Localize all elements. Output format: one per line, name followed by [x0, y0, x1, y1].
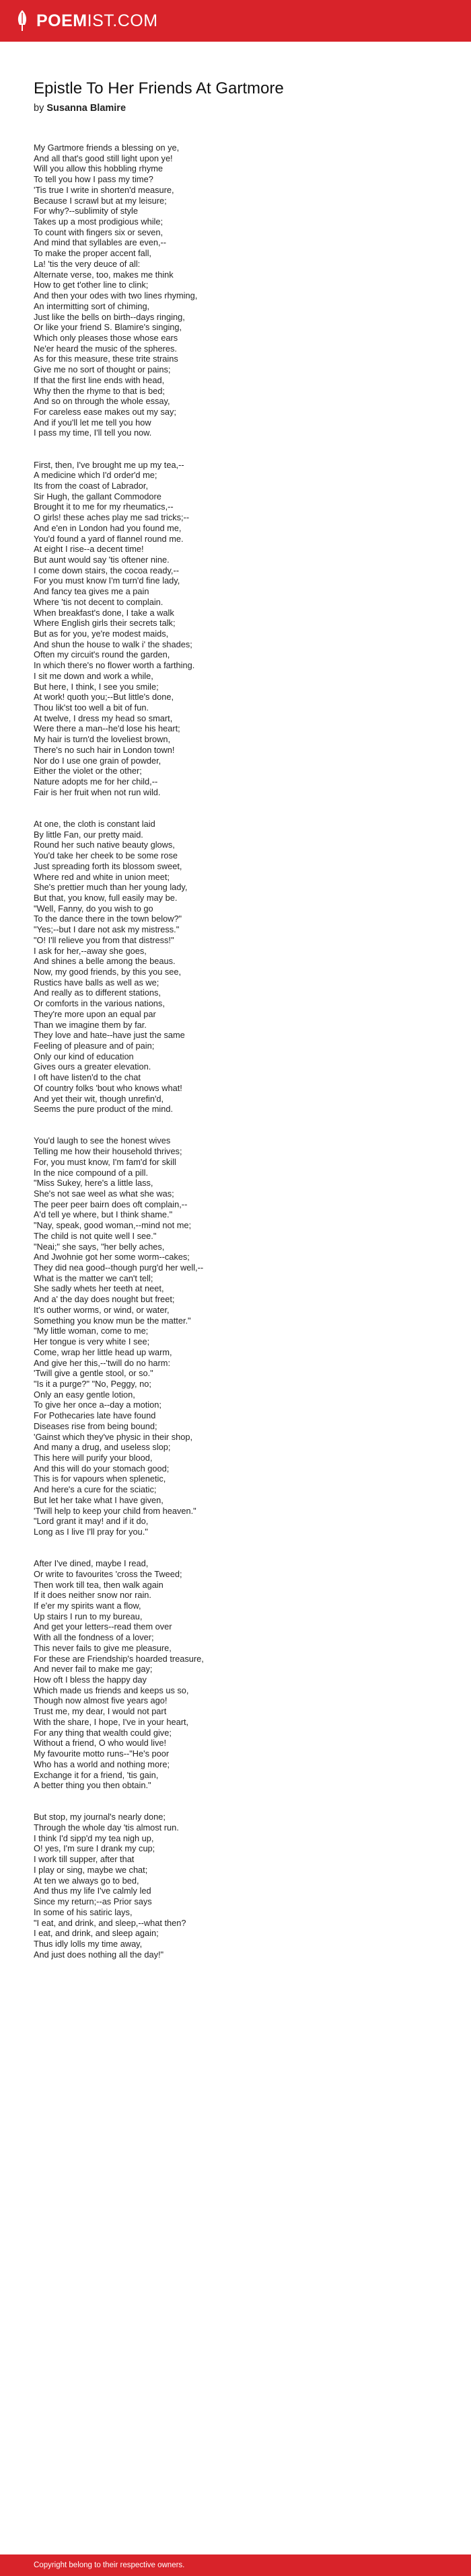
- poem-line: And thus my life I've calmly led: [34, 1886, 151, 1896]
- poem-line: And give her this,--'twill do no harm:: [34, 1357, 171, 1368]
- poem-stanza: [34, 819, 437, 1115]
- poem-line: To count with fingers six or seven,: [34, 227, 164, 237]
- poem-line: And shines a belle among the beaus.: [34, 956, 176, 967]
- poem-body: [34, 143, 437, 1960]
- poem-line: O! yes, I'm sure I drank my cup;: [34, 1843, 155, 1854]
- poem-line: A medicine which I'd order'd me;: [34, 470, 157, 481]
- poem-line: By little Fan, our pretty maid.: [34, 829, 143, 840]
- poem-line: Who has a world and nothing more;: [34, 1759, 170, 1769]
- poem-line: To give her once a--day a motion;: [34, 1400, 161, 1410]
- poem-line: Sir Hugh, the gallant Commodore: [34, 491, 161, 501]
- poem-line: Its from the coast of Labrador,: [34, 480, 149, 491]
- poem-line: My Gartmore friends a blessing on ye,: [34, 143, 180, 153]
- poem-line: Thou lik'st too well a bit of fun.: [34, 702, 149, 713]
- poem-line: At work! quoth you;--But little's done,: [34, 692, 174, 702]
- poem-line: Seems the pure product of the mind.: [34, 1104, 173, 1115]
- poem-line: She's not sae weel as what she was;: [34, 1189, 174, 1199]
- poem-line: A'd tell ye where, but I think shame.": [34, 1209, 173, 1220]
- poem-line: "Is it a purge?" "No, Peggy, no;: [34, 1378, 151, 1389]
- poem-line: Round her such native beauty glows,: [34, 840, 175, 850]
- poem-line: Rustics have balls as well as we;: [34, 977, 159, 988]
- poem-line: Nor do I use one grain of powder,: [34, 755, 161, 766]
- poem-stanza: [34, 143, 437, 438]
- poem-line: Will you allow this hobbling rhyme: [34, 163, 164, 174]
- poem-line: And mind that syllables are even,--: [34, 237, 167, 248]
- poem-line: "Nay, speak, good woman,--mind not me;: [34, 1220, 192, 1231]
- poem-stanza: [34, 1812, 437, 1960]
- poem-line: In the nice compound of a pill.: [34, 1167, 149, 1178]
- poem-line: Feeling of pleasure and of pain;: [34, 1041, 155, 1051]
- poem-line: Through the whole day 'tis almost run.: [34, 1822, 179, 1833]
- poem-line: How to get t'other line to clink;: [34, 280, 149, 290]
- poem-line: And yet their wit, though unrefin'd,: [34, 1093, 164, 1104]
- poem-line: You'd laugh to see the honest wives: [34, 1135, 171, 1146]
- poem-line: After I've dined, maybe I read,: [34, 1558, 149, 1569]
- poem-line: Which only pleases those whose ears: [34, 332, 178, 343]
- poem-line: And a' the day does nought but freet;: [34, 1294, 175, 1305]
- poem-line: "Yes;--but I dare not ask my mistress.": [34, 924, 180, 935]
- poem-line: It's outher worms, or wind, or water,: [34, 1304, 170, 1315]
- poem-line: Thus idly lolls my time away,: [34, 1938, 143, 1949]
- poem-line: I sit me down and work a while,: [34, 670, 153, 681]
- poem-line: Or comforts in the various nations,: [34, 998, 165, 1009]
- poem-line: A better thing you then obtain.": [34, 1780, 151, 1791]
- poem-stanza: [34, 1558, 437, 1791]
- top-bar: [0, 0, 471, 42]
- poem-line: Than we imagine them by far.: [34, 1019, 147, 1030]
- poem-line: For these are Friendship's hoarded treasure,: [34, 1653, 204, 1664]
- poem-line: At ten we always go to bed,: [34, 1875, 139, 1886]
- poem-line: Or like your friend S. Blamire's singing,: [34, 322, 182, 333]
- poem-line: "I eat, and drink, and sleep,--what then?: [34, 1917, 186, 1928]
- poem-line: And get your letters--read them over: [34, 1621, 172, 1632]
- poem-line: "Well, Fanny, do you wish to go: [34, 903, 153, 914]
- poem-line: And really as to different stations,: [34, 988, 161, 998]
- poem-line: I think I'd sipp'd my tea nigh up,: [34, 1833, 154, 1843]
- poem-line: And then your odes with two lines rhyming,: [34, 290, 198, 301]
- footer: [0, 2554, 471, 2576]
- poem-line: And so on through the whole essay,: [34, 396, 170, 407]
- poem-line: And fancy tea gives me a pain: [34, 586, 149, 597]
- poem-line: They're more upon an equal par: [34, 1008, 156, 1019]
- poem-line: Without a friend, O who would live!: [34, 1738, 167, 1748]
- poem-line: Were there a man--he'd lose his heart;: [34, 723, 180, 734]
- poem-line: Telling me how their household thrives;: [34, 1146, 182, 1157]
- poem-line: There's no such hair in London town!: [34, 744, 175, 755]
- poem-line: The peer peer bairn does oft complain,--: [34, 1199, 188, 1209]
- poem-line: You'd take her cheek to be some rose: [34, 850, 178, 861]
- poem-line: And e'en in London had you found me,: [34, 522, 182, 533]
- poem-line: 'Tis true I write in shorten'd measure,: [34, 184, 174, 195]
- poem-line: I oft have listen'd to the chat: [34, 1072, 141, 1083]
- poem-stanza: [34, 460, 437, 798]
- poem-line: This is for vapours when splenetic,: [34, 1474, 166, 1484]
- poem-line: My hair is turn'd the loveliest brown,: [34, 734, 171, 745]
- poem-line: They love and hate--have just the same: [34, 1030, 185, 1041]
- poem-line: I pass my time, I'll tell you now.: [34, 428, 152, 438]
- poem-line: She sadly whets her teeth at neet,: [34, 1283, 164, 1294]
- author-name[interactable]: Susanna Blamire: [46, 103, 126, 114]
- poem-line: Only an easy gentle lotion,: [34, 1389, 135, 1400]
- poem-line: Takes up a most prodigious while;: [34, 216, 164, 227]
- poem-line: Though now almost five years ago!: [34, 1695, 168, 1706]
- poem-line: If that the first line ends with head,: [34, 374, 165, 385]
- poem-line: And many a drug, and useless slop;: [34, 1442, 171, 1453]
- poem-line: This here will purify your blood,: [34, 1452, 153, 1463]
- poem-line: "Miss Sukey, here's a little lass,: [34, 1178, 153, 1189]
- poem-line: 'Gainst which they've physic in their shop,: [34, 1431, 193, 1442]
- poem-line: "Neai;" she says, "her belly aches,: [34, 1241, 165, 1252]
- poem-line: Fair is her fruit when not run wild.: [34, 787, 161, 797]
- poem-line: Now, my good friends, by this you see,: [34, 966, 182, 977]
- poem-content: [34, 79, 437, 1981]
- poem-line: For any thing that wealth could give;: [34, 1727, 172, 1738]
- poem-title: Epistle To Her Friends At Gartmore: [34, 79, 284, 97]
- poem-line: And if you'll let me tell you how: [34, 417, 151, 428]
- poem-line: To the dance there in the town below?": [34, 914, 182, 924]
- poem-line: For Pothecaries late have found: [34, 1410, 156, 1421]
- poem-line: Where 'tis not decent to complain.: [34, 596, 164, 607]
- poem-line: Come, wrap her little head up warm,: [34, 1346, 172, 1357]
- poem-line: For careless ease makes out my say;: [34, 406, 176, 417]
- poem-line: At one, the cloth is constant laid: [34, 818, 155, 829]
- poem-line: Ne'er heard the music of the spheres.: [34, 343, 177, 354]
- poem-line: And shun the house to walk i' the shades;: [34, 639, 192, 649]
- poem-line: To tell you how I pass my time?: [34, 174, 153, 185]
- poem-line: Brought it to me for my rheumatics,--: [34, 501, 174, 512]
- copyright-notice: Copyright belong to their respective owners.: [34, 2561, 185, 2569]
- poem-line: Just like the bells on birth--days ringing,: [34, 311, 185, 322]
- poem-line: And all that's good still light upon ye!: [34, 153, 173, 163]
- poem-line: I come down stairs, the cocoa ready,--: [34, 565, 179, 575]
- poem-line: She's prettier much than her young lady,: [34, 882, 188, 893]
- poem-line: "O! I'll relieve you from that distress!": [34, 934, 174, 945]
- quill-icon: [15, 9, 30, 32]
- poem-line: When breakfast's done, I take a walk: [34, 607, 174, 618]
- poem-line: Or write to favourites 'cross the Tweed;: [34, 1568, 182, 1579]
- poem-line: I play or sing, maybe we chat;: [34, 1864, 148, 1875]
- poem-line: But here, I think, I see you smile;: [34, 681, 159, 692]
- poem-line: Alternate verse, too, makes me think: [34, 269, 174, 280]
- poem-line: With all the fondness of a lover;: [34, 1632, 154, 1643]
- by-label: by: [34, 103, 44, 114]
- poem-line: For why?--sublimity of style: [34, 206, 139, 216]
- poem-line: But aunt would say 'tis oftener nine.: [34, 554, 170, 565]
- poem-line: And never fail to make me gay;: [34, 1664, 153, 1675]
- poem-line: Then work till tea, then walk again: [34, 1579, 164, 1590]
- poem-line: Of country folks 'bout who knows what!: [34, 1082, 182, 1093]
- poem-line: If e'er my spirits want a flow,: [34, 1601, 141, 1611]
- poem-line: Often my circuit's round the garden,: [34, 649, 170, 660]
- poem-line: At eight I rise--a decent time!: [34, 544, 144, 555]
- poem-line: I eat, and drink, and sleep again;: [34, 1928, 159, 1939]
- poem-line: In which there's no flower worth a farthing.: [34, 660, 195, 671]
- poem-line: My favourite motto runs--"He's poor: [34, 1748, 170, 1759]
- poem-line: With the share, I hope, I've in your heart,: [34, 1716, 189, 1727]
- poem-line: The child is not quite well I see.": [34, 1230, 157, 1241]
- poem-line: Which made us friends and keeps us so,: [34, 1685, 189, 1695]
- poem-line: Only our kind of education: [34, 1051, 134, 1061]
- poem-line: "My little woman, come to me;: [34, 1326, 149, 1336]
- poem-line: "Lord grant it may! and if it do,: [34, 1516, 149, 1527]
- poem-line: Exchange it for a friend, 'tis gain,: [34, 1769, 159, 1780]
- poem-line: To make the proper accent fall,: [34, 248, 151, 259]
- poem-line: For you must know I'm turn'd fine lady,: [34, 575, 180, 586]
- byline: [34, 102, 437, 114]
- poem-line: Nature adopts me for her child,--: [34, 776, 158, 787]
- poem-line: Long as I live I'll pray for you.": [34, 1527, 148, 1537]
- poem-line: And just does nothing all the day!": [34, 1949, 164, 1960]
- poem-line: Where English girls their secrets talk;: [34, 618, 176, 629]
- poem-line: 'Twill give a gentle stool, or so.": [34, 1368, 153, 1379]
- poem-line: They did nea good--though purg'd her well,--: [34, 1262, 204, 1273]
- poem-line: Her tongue is very white I see;: [34, 1336, 150, 1347]
- site-logo[interactable]: [15, 9, 158, 32]
- poem-line: And here's a cure for the sciatic;: [34, 1484, 157, 1495]
- poem-line: And Jwohnie got her some worm--cakes;: [34, 1252, 190, 1262]
- poem-line: But let her take what I have given,: [34, 1494, 164, 1505]
- poem-line: First, then, I've brought me up my tea,--: [34, 459, 184, 470]
- poem-line: This never fails to give me pleasure,: [34, 1642, 172, 1653]
- poem-line: Diseases rise from being bound;: [34, 1420, 157, 1431]
- poem-line: As for this measure, these trite strains: [34, 354, 178, 364]
- poem-line: But as for you, ye're modest maids,: [34, 629, 169, 639]
- poem-line: How oft I bless the happy day: [34, 1675, 147, 1685]
- poem-line: Up stairs I run to my bureau,: [34, 1611, 143, 1621]
- poem-line: Gives ours a greater elevation.: [34, 1061, 151, 1072]
- poem-line: Trust me, my dear, I would not part: [34, 1706, 167, 1717]
- poem-line: Why then the rhyme to that is bed;: [34, 385, 165, 396]
- poem-line: O girls! these aches play me sad tricks;--: [34, 512, 190, 523]
- poem-line: But stop, my journal's nearly done;: [34, 1812, 166, 1822]
- poem-line: And this will do your stomach good;: [34, 1463, 170, 1474]
- poem-line: Because I scrawl but at my leisure;: [34, 195, 167, 206]
- poem-line: Either the violet or the other;: [34, 766, 142, 776]
- poem-line: Give me no sort of thought or pains;: [34, 364, 171, 375]
- poem-line: For, you must know, I'm fam'd for skill: [34, 1156, 176, 1167]
- poem-line: Just spreading forth its blossom sweet,: [34, 860, 182, 871]
- poem-line: If it does neither snow nor rain.: [34, 1590, 151, 1601]
- poem-stanza: [34, 1135, 437, 1537]
- poem-line: Since my return;--as Prior says: [34, 1896, 152, 1907]
- logo-text: POEMIST.COM: [36, 11, 158, 30]
- poem-line: In some of his satiric lays,: [34, 1906, 133, 1917]
- poem-line: 'Twill help to keep your child from heaven.": [34, 1505, 196, 1516]
- poem-line: An intermitting sort of chiming,: [34, 300, 150, 311]
- poem-line: Something you know mun be the matter.": [34, 1315, 191, 1326]
- poem-line: I work till supper, after that: [34, 1854, 135, 1865]
- poem-line: But that, you know, full easily may be.: [34, 892, 178, 903]
- poem-line: Where red and white in union meet;: [34, 871, 170, 882]
- poem-line: La! 'tis the very deuce of all:: [34, 258, 141, 269]
- poem-line: I ask for her,--away she goes,: [34, 945, 147, 956]
- poem-line: You'd found a yard of flannel round me.: [34, 533, 184, 544]
- poem-line: At twelve, I dress my head so smart,: [34, 713, 173, 723]
- poem-line: What is the matter we can't tell;: [34, 1273, 153, 1283]
